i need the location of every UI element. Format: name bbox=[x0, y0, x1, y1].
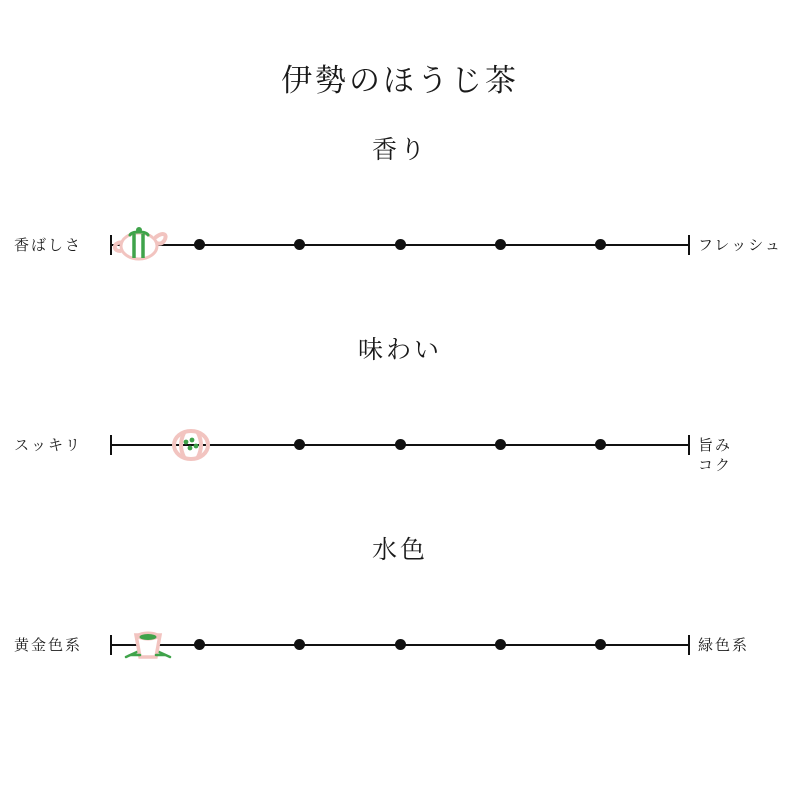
axis-tick bbox=[294, 239, 305, 250]
axis-cap-right-aroma bbox=[688, 235, 690, 255]
page-title: 伊勢のほうじ茶 bbox=[281, 63, 519, 99]
axis-tick bbox=[395, 239, 406, 250]
axis-cap-right-color bbox=[688, 635, 690, 655]
axis-tick bbox=[194, 639, 205, 650]
axis-tick bbox=[495, 439, 506, 450]
axis-tick bbox=[395, 439, 406, 450]
axis-left-label-color: 黄金色系 bbox=[13, 636, 82, 654]
axis-right-label-sub: コク bbox=[698, 456, 733, 474]
section-title-taste: 味わい bbox=[357, 335, 442, 364]
axis-tick bbox=[395, 639, 406, 650]
axis-left-label-taste: スッキリ bbox=[14, 436, 82, 454]
section-title-color: 水色 bbox=[371, 535, 428, 564]
tea-leaf-icon bbox=[160, 421, 222, 469]
axis-right-label-main: 旨み bbox=[698, 436, 733, 454]
axis-cap-left-color bbox=[110, 635, 112, 655]
axis-left-label-aroma: 香ばしさ bbox=[13, 236, 82, 254]
section-title-aroma: 香り bbox=[371, 135, 428, 164]
axis-tick bbox=[495, 239, 506, 250]
axis-tick bbox=[595, 439, 606, 450]
axis-row-color bbox=[0, 615, 800, 675]
teacup-icon bbox=[118, 621, 180, 669]
axis-tick bbox=[294, 439, 305, 450]
axis-cap-left-taste bbox=[110, 435, 112, 455]
teapot-icon bbox=[110, 221, 172, 269]
axis-tick bbox=[294, 639, 305, 650]
axis-right-label-aroma: フレッシュ bbox=[698, 236, 782, 254]
axis-tick bbox=[495, 639, 506, 650]
axis-right-label-color: 緑色系 bbox=[698, 636, 750, 654]
axis-tick bbox=[595, 239, 606, 250]
axis-row-taste bbox=[0, 415, 800, 475]
axis-cap-right-taste bbox=[688, 435, 690, 455]
axis-tick bbox=[194, 239, 205, 250]
axis-row-aroma bbox=[0, 215, 800, 275]
axis-right-label-taste bbox=[698, 435, 800, 475]
axis-tick bbox=[595, 639, 606, 650]
